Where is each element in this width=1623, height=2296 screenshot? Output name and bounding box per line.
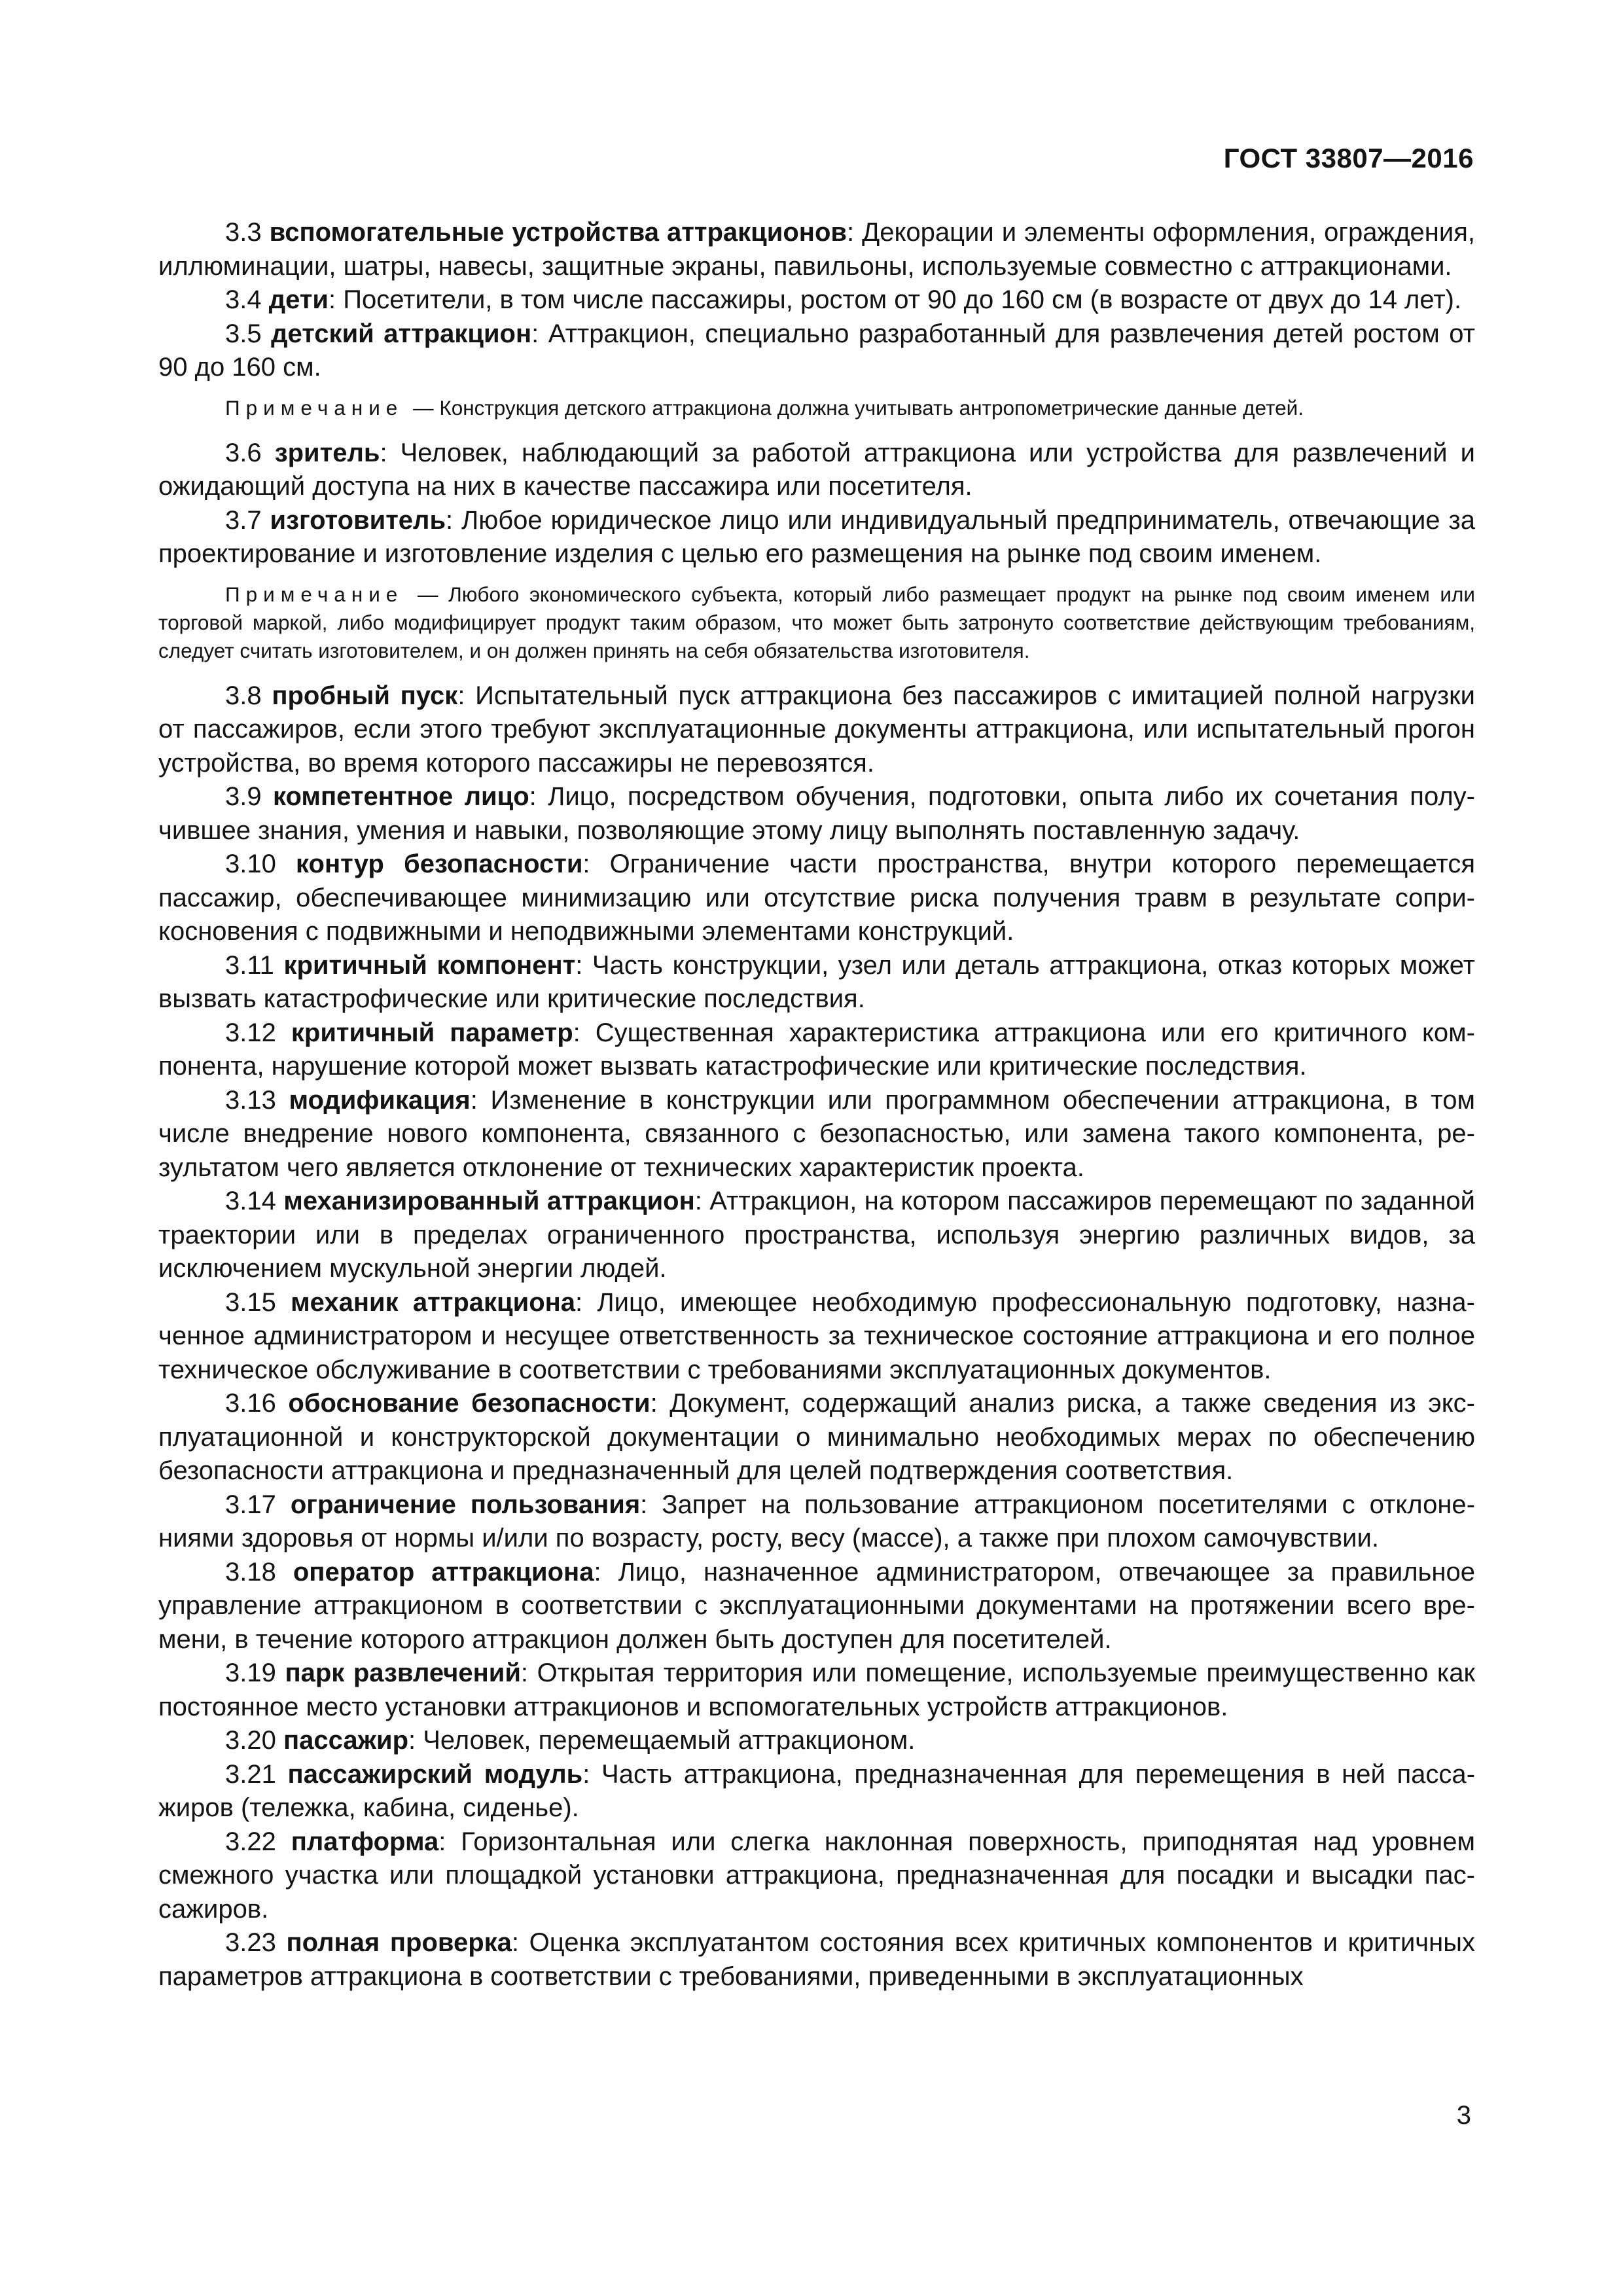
entry-term: дети — [268, 285, 329, 314]
entry-definition: : Лицо, посредством обучения, подготовки, опыта либо их сочетания получившее знания, умения и навыки, позволяющие этому лицу выполнять поставленную задачу. — [158, 782, 1475, 845]
definition-entry — [158, 216, 1475, 283]
entry-definition: : Часть аттракциона, предназначенная для перемещения в ней пассажиров (тележка, кабина, сиденье). — [158, 1759, 1476, 1822]
entry-term: компетентное лицо — [272, 782, 529, 811]
note-text: — Конструкция детского аттракциона должна учитывать антропометрические данные детей. — [413, 395, 1304, 420]
note — [158, 581, 1475, 665]
entry-term: оператор аттракциона — [293, 1557, 594, 1587]
entry-term: механик аттракциона — [291, 1287, 576, 1317]
definition-entry — [158, 1724, 1475, 1758]
entry-number: 3.11 — [225, 950, 274, 980]
definition-entry — [158, 1758, 1475, 1825]
entry-term: критичный компонент — [283, 950, 576, 980]
entry-definition: : Человек, наблюдающий за работой аттракциона или устройства для развлечений и ожидающий доступа на них в качестве пассажира или посетителя. — [158, 438, 1475, 501]
entry-number: 3.17 — [225, 1490, 276, 1519]
entry-term: платформа — [291, 1827, 439, 1856]
entry-number: 3.14 — [225, 1187, 276, 1215]
entry-definition: : Документ, содержащий анализ риска, а также сведения из эксплуатационной и конструкторской документации о минимально необходимых мерах по обеспечению безопасности аттракциона и предназначенный для целей подтверждения соответствия. — [158, 1389, 1475, 1485]
entry-term: пробный пуск — [272, 681, 458, 710]
entry-number: 3.10 — [225, 850, 276, 878]
entry-number: 3.20 — [225, 1726, 276, 1755]
entry-definition: : Открытая территория или помещение, используемые преимущественно как постоянное место установки аттракционов и вспомогательных устройств аттракционов. — [158, 1659, 1475, 1721]
document-body — [158, 216, 1475, 1994]
note-label: Примечание — [225, 395, 404, 420]
definition-entry — [158, 283, 1475, 317]
entry-number: 3.19 — [225, 1659, 276, 1687]
entry-number: 3.8 — [225, 681, 262, 710]
entry-number: 3.23 — [225, 1928, 276, 1957]
entry-number: 3.9 — [225, 782, 262, 811]
entry-term: обоснование безопасности — [288, 1389, 651, 1418]
entry-definition: : Лицо, имеющее необходимую профессиональную подготовку, назначенное администратором и несущее ответственность за техническое состояние аттракциона и его полное техническое обслуживание в соответствии с требованиями эксплуатационных документов. — [158, 1287, 1475, 1384]
entry-term: механизированный аттракцион — [283, 1187, 695, 1215]
entry-number: 3.5 — [225, 319, 262, 348]
entry-definition: : Ограничение части пространства, внутри которого перемещается пассажир, обеспечивающее минимизацию или отсутствие риска получения травм в результате соприкосновения с подвижными и неподвижными элементами конструкций. — [158, 850, 1475, 946]
page-number: 3 — [1456, 2101, 1471, 2130]
entry-number: 3.18 — [225, 1557, 276, 1587]
entry-term: модификация — [289, 1085, 471, 1115]
entry-number: 3.21 — [225, 1759, 276, 1789]
definition-entry — [158, 1926, 1475, 1994]
definition-entry — [158, 1185, 1475, 1286]
definition-entry — [158, 949, 1475, 1016]
entry-number: 3.12 — [225, 1018, 276, 1047]
entry-definition: : Существенная характеристика аттракциона или его критичного компонента, нарушение которой может вызвать катастрофические или критические последствия. — [158, 1018, 1475, 1081]
entry-term: зритель — [274, 438, 380, 467]
entry-definition: : Лицо, назначенное администратором, отвечающее за правильное управление аттракционом в соответствии с эксплуатационными документами на протяжении всего времени, в течение которого аттракцион должен быть доступен для посетителей. — [158, 1557, 1475, 1654]
entry-term: критичный параметр — [291, 1018, 573, 1047]
entry-number: 3.6 — [225, 438, 262, 467]
entry-definition: : Часть конструкции, узел или деталь аттракциона, отказ которых может вызвать катастрофические или критические последствия. — [158, 950, 1475, 1013]
note — [158, 394, 1475, 422]
entry-term: ограничение пользования — [290, 1490, 641, 1519]
entry-definition: : Испытательный пуск аттракциона без пассажиров с имитацией полной нагрузки от пассажиров, если этого требуют эксплуатационные документы аттракциона, или испытательный прогон устройства, во время которого пассажиры не перевозятся. — [158, 681, 1476, 778]
entry-term: пассажирский модуль — [287, 1759, 583, 1789]
note-text: — Любого экономического субъекта, который либо размещает продукт на рынке под своим именем или торговой маркой, либо модифицирует продукт таким образом, что может быть затронуто соответствие действующим требованиям, следует считать изготовителем, и он должен принять на себя обязательства изготовителя. — [158, 582, 1475, 662]
definition-entry — [158, 1016, 1475, 1084]
entry-term: пассажир — [283, 1726, 408, 1755]
entry-definition: : Человек, перемещаемый аттракционом. — [408, 1726, 916, 1755]
definition-entry — [158, 1556, 1475, 1657]
entry-number: 3.13 — [225, 1085, 276, 1115]
entry-term: полная проверка — [286, 1928, 512, 1957]
entry-definition: : Аттракцион, на котором пассажиров перемещают по заданной траектории или в пределах ограниченного пространства, используя энергию различных видов, за исключением мускульной энергии людей. — [158, 1187, 1475, 1283]
definition-entry — [158, 1084, 1475, 1185]
entry-definition: : Оценка эксплуатантом состояния всех критичных компонентов и критичных параметров аттракциона в соответствии с требованиями, приведенными в эксплуатационных — [158, 1928, 1475, 1991]
definition-entry — [158, 1387, 1475, 1488]
document-code-header: ГОСТ 33807—2016 — [1223, 143, 1474, 173]
definition-entry — [158, 437, 1475, 504]
entry-definition: : Посетители, в том числе пассажиры, ростом от 90 до 160 см (в возрасте от двух до 14 лет). — [329, 285, 1462, 314]
entry-number: 3.4 — [225, 285, 262, 314]
entry-term: парк развлечений — [285, 1659, 521, 1687]
entry-definition: : Запрет на пользование аттракционом посетителями с отклонениями здоровья от нормы и/или по возрасту, росту, весу (массе), а также при плохом самочувствии. — [158, 1490, 1476, 1552]
entry-number: 3.22 — [225, 1827, 276, 1856]
definition-entry — [158, 780, 1475, 848]
entry-term: вспомогательные устройства аттракционов — [269, 218, 847, 247]
entry-term: изготовитель — [270, 505, 446, 535]
entry-definition: : Горизонтальная или слегка наклонная поверхность, приподнятая над уровнем смежного участка или площадкой установки аттракциона, предназначенная для посадки и высадки пассажиров. — [158, 1827, 1475, 1924]
entry-definition: : Любое юридическое лицо или индивидуальный предприниматель, отвечающие за проектирование и изготовление изделия с целью его размещения на рынке под своим именем. — [158, 505, 1475, 568]
entry-number: 3.16 — [225, 1389, 276, 1418]
entry-term: контур безопасности — [296, 850, 583, 878]
entry-definition: : Изменение в конструкции или программном обеспечении аттракциона, в том числе внедрение нового компонента, связанного с безопасностью, или замена такого компонента, результатом чего является отклонение от технических характеристик проекта. — [158, 1085, 1475, 1182]
definition-entry — [158, 679, 1475, 781]
entry-number: 3.7 — [225, 505, 262, 535]
entry-term: детский аттракцион — [271, 319, 532, 348]
definition-entry — [158, 1286, 1475, 1388]
entry-definition: : Декорации и элементы оформления, ограждения, иллюминации, шатры, навесы, защитные экраны, павильоны, используемые совместно с аттракционами. — [158, 218, 1475, 281]
definition-entry — [158, 1657, 1475, 1724]
note-label: Примечание — [225, 582, 404, 606]
definition-entry — [158, 1488, 1475, 1556]
definition-entry — [158, 848, 1475, 949]
entry-number: 3.3 — [225, 218, 262, 247]
definition-entry — [158, 504, 1475, 571]
entry-number: 3.15 — [225, 1287, 276, 1317]
entry-definition: : Аттракцион, специально разработанный для развлечения детей ростом от 90 до 160 см. — [158, 319, 1475, 382]
definition-entry — [158, 317, 1475, 385]
definition-entry — [158, 1825, 1475, 1927]
